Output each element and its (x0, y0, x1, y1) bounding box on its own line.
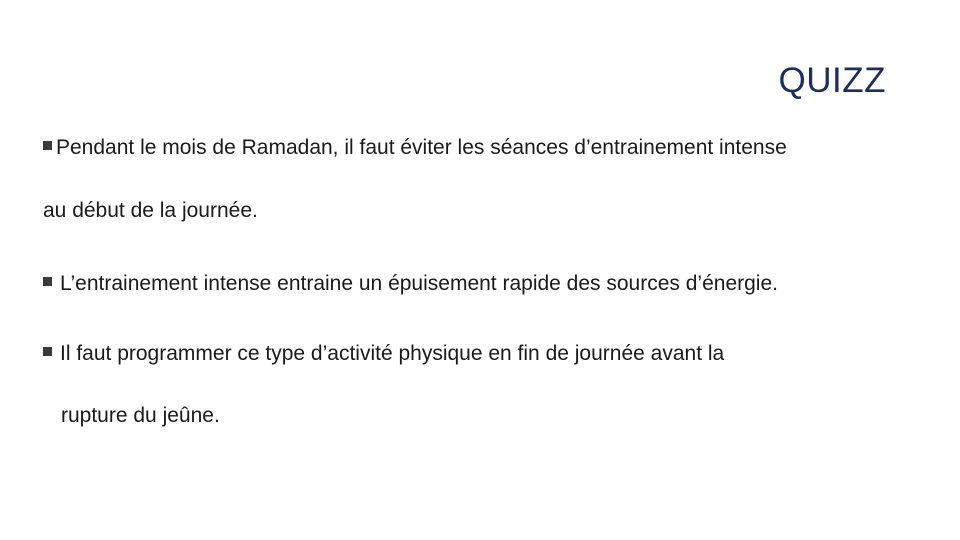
square-bullet-icon (43, 347, 52, 356)
square-bullet-icon (43, 141, 52, 150)
bullet-1-line-2: au début de la journée. (43, 199, 258, 222)
bullet-3-line-1: Il faut programmer ce type d’activité physique en fin de journée avant la (60, 342, 725, 365)
bullet-2-line-1: L’entrainement intense entraine un épuisement rapide des sources d’énergie. (60, 272, 778, 295)
bullet-item-1 (43, 134, 787, 162)
bullet-item-3 (43, 340, 724, 368)
slide-title: QUIZZ (778, 61, 886, 100)
square-bullet-icon (43, 277, 52, 286)
bullet-3-line-2: rupture du jeûne. (61, 404, 220, 427)
bullet-1-line-1: Pendant le mois de Ramadan, il faut éviter les séances d’entrainement intense (56, 136, 787, 159)
bullet-item-2 (43, 270, 778, 298)
